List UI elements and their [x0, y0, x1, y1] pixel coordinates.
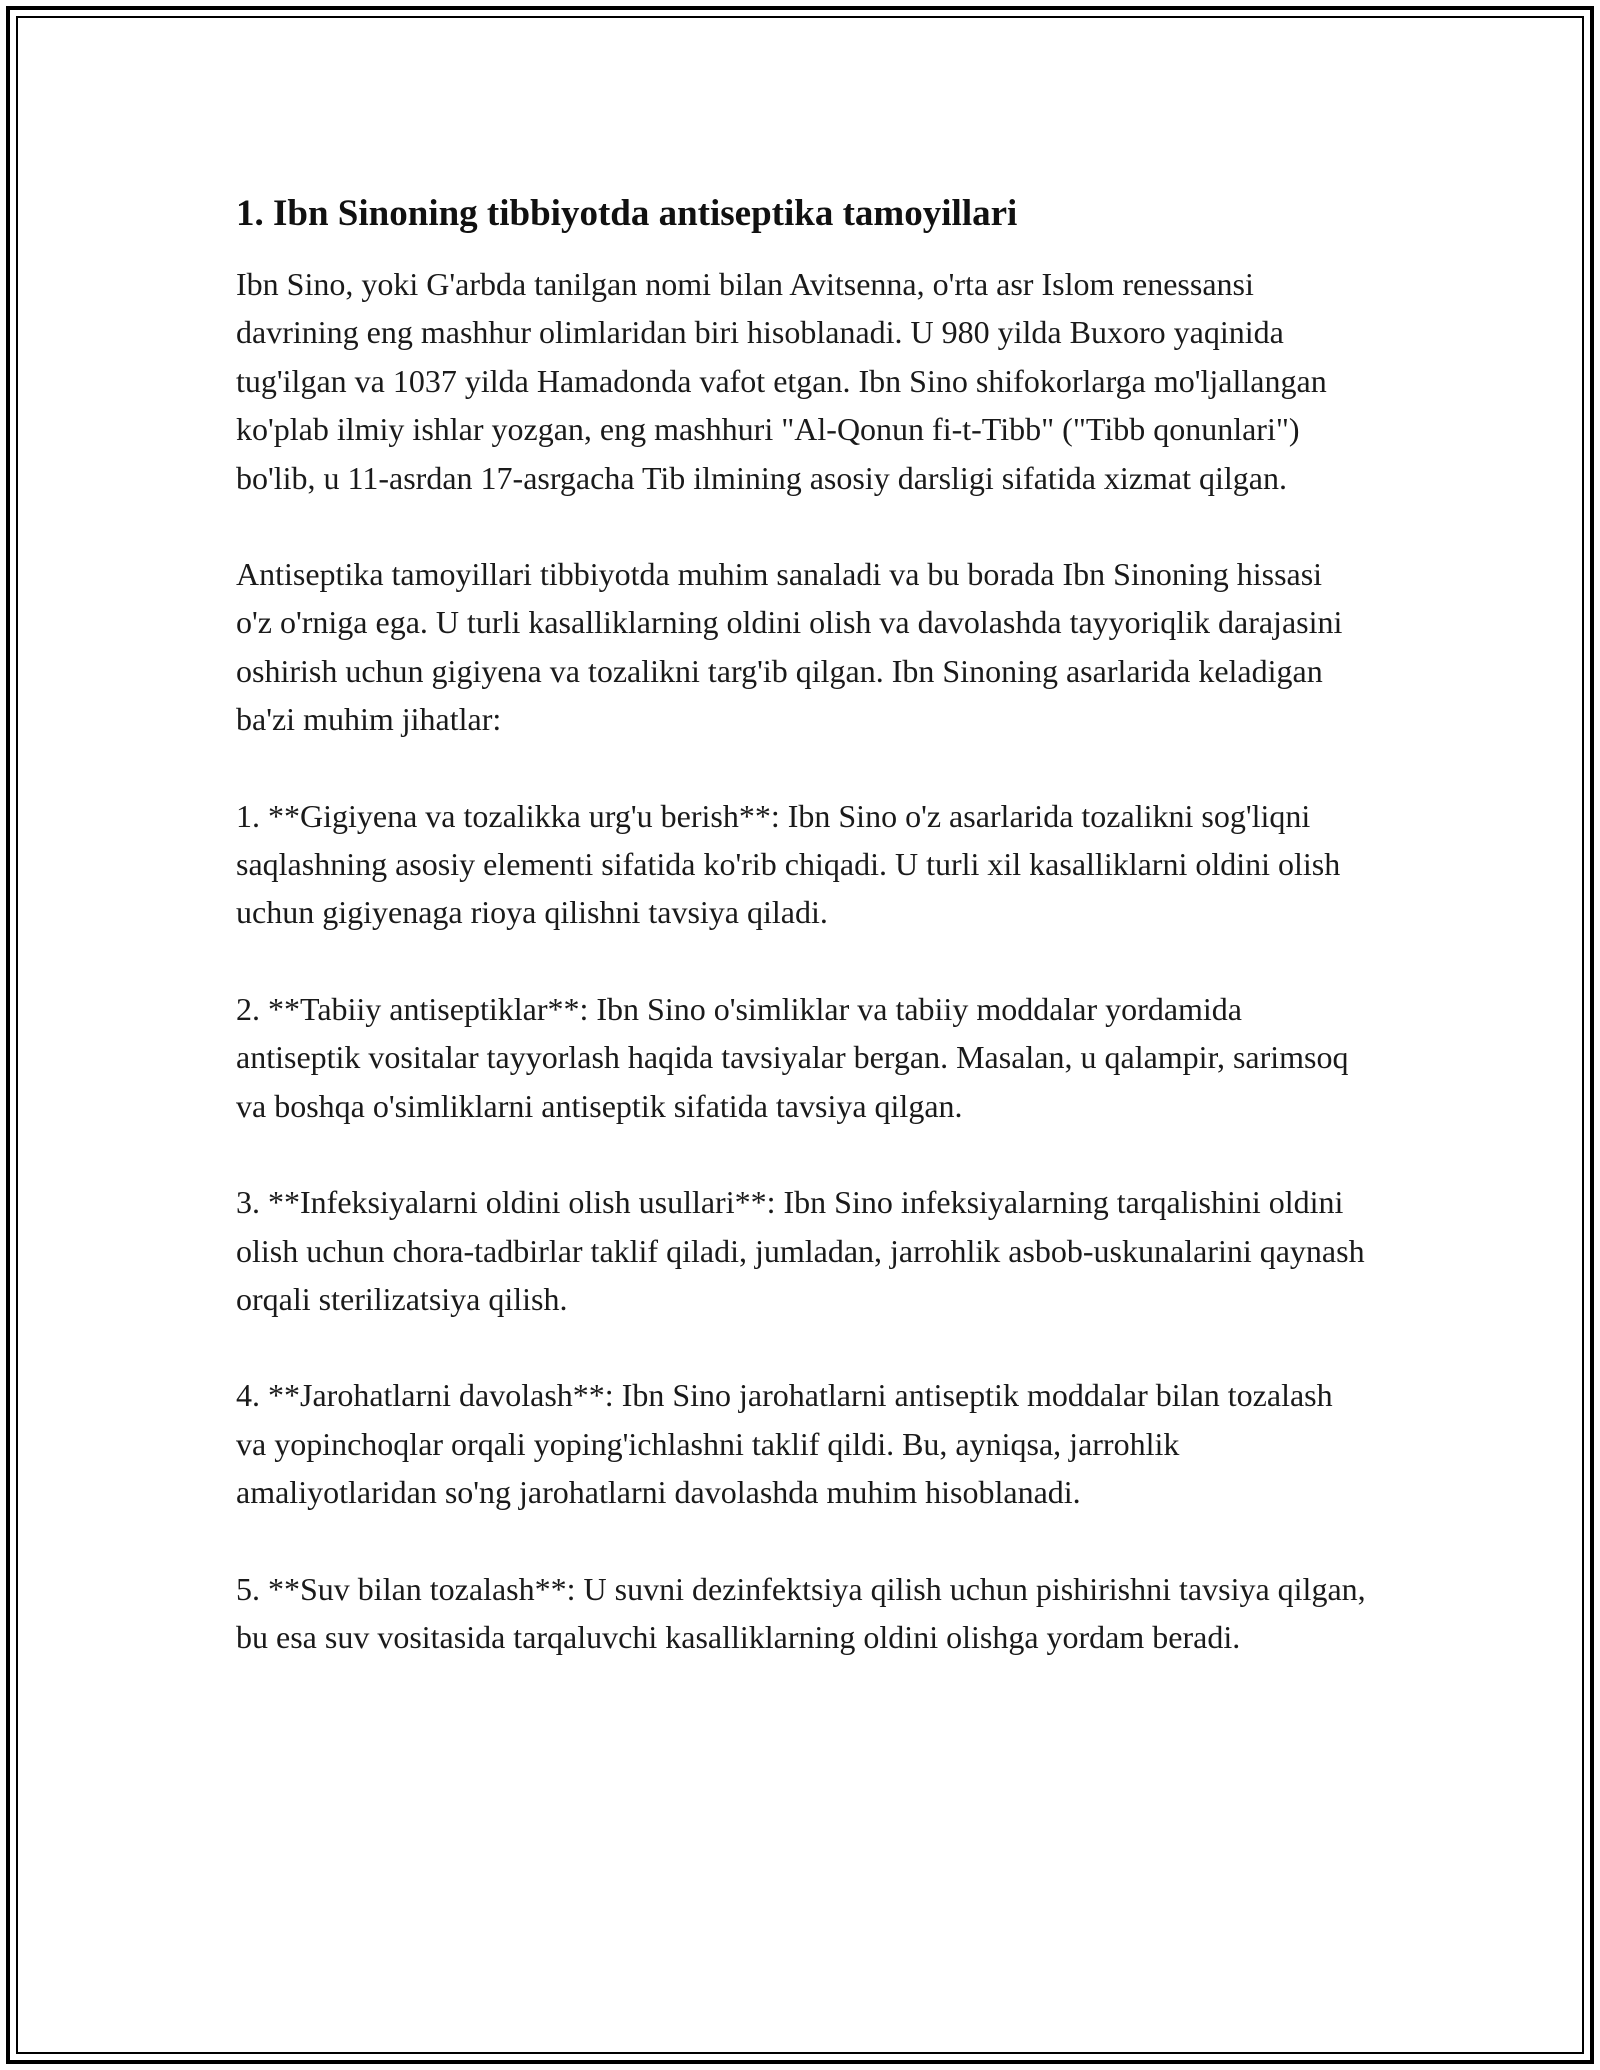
section-heading: 1. Ibn Sinoning tibbiyotda antiseptika tamoyillari: [236, 193, 1018, 234]
document-body: [236, 188, 1366, 1709]
intro-paragraph: Ibn Sino, yoki G'arbda tanilgan nomi bilan Avitsenna, o'rta asr Islom renessansi davrining eng mashhur olimlaridan biri hisoblanadi. U 980 yilda Buxoro yaqinida tug'ilgan va 1037 yilda Hamadonda vafot etgan. Ibn Sino shifokorlarga mo'ljallangan ko'plab ilmiy ishlar yozgan, eng mashhuri "Al-Qonun fi-t-Tibb" ("Tibb qonunlari") bo'lib, u 11-asrdan 17-asrgacha Tib ilmining asosiy darsligi sifatida xizmat qilgan.: [236, 266, 1327, 496]
antiseptics-paragraph: Antiseptika tamoyillari tibbiyotda muhim sanaladi va bu borada Ibn Sinoning hissasi o'z o'rniga ega. U turli kasalliklarning oldini olish va davolashda tayyoriqlik darajasini oshirish uchun gigiyena va tozalikni targ'ib qilgan. Ibn Sinoning asarlarida keladigan ba'zi muhim jihatlar:: [236, 556, 1343, 738]
list-item-hygiene: 1. **Gigiyena va tozalikka urg'u berish**: Ibn Sino o'z asarlarida tozalikni sog'liqni saqlashning asosiy elementi sifatida ko'rib chiqadi. U turli xil kasalliklarni oldini olish uchun gigiyenaga rioya qilishni tavsiya qiladi.: [236, 797, 1341, 931]
list-item-water-cleaning: 5. **Suv bilan tozalash**: U suvni dezinfektsiya qilish uchun pishirishni tavsiya qilgan, bu esa suv vositasida tarqaluvchi kasalliklarning oldini olishga yordam beradi.: [236, 1570, 1366, 1655]
list-item-infection-prevention: 3. **Infeksiyalarni oldini olish usullari**: Ibn Sino infeksiyalarning tarqalishini oldini olish uchun chora-tadbirlar taklif qiladi, jumladan, jarrohlik asbob-uskunalarini qaynash orqali sterilizatsiya qilish.: [236, 1184, 1365, 1317]
list-item-wound-treatment: 4. **Jarohatlarni davolash**: Ibn Sino jarohatlarni antiseptik moddalar bilan tozalash va yopinchoqlar orqali yoping'ichlashni taklif qildi. Bu, ayniqsa, jarrohlik amaliyotlaridan so'ng jarohatlarni davolashda muhim hisoblanadi.: [236, 1377, 1333, 1511]
list-item-natural-antiseptics: 2. **Tabiiy antiseptiklar**: Ibn Sino o'simliklar va tabiiy moddalar yordamida antiseptik vositalar tayyorlash haqida tavsiyalar bergan. Masalan, u qalampir, sarimsoq va boshqa o'simliklarni antiseptik sifatida tavsiya qilgan.: [236, 990, 1349, 1124]
